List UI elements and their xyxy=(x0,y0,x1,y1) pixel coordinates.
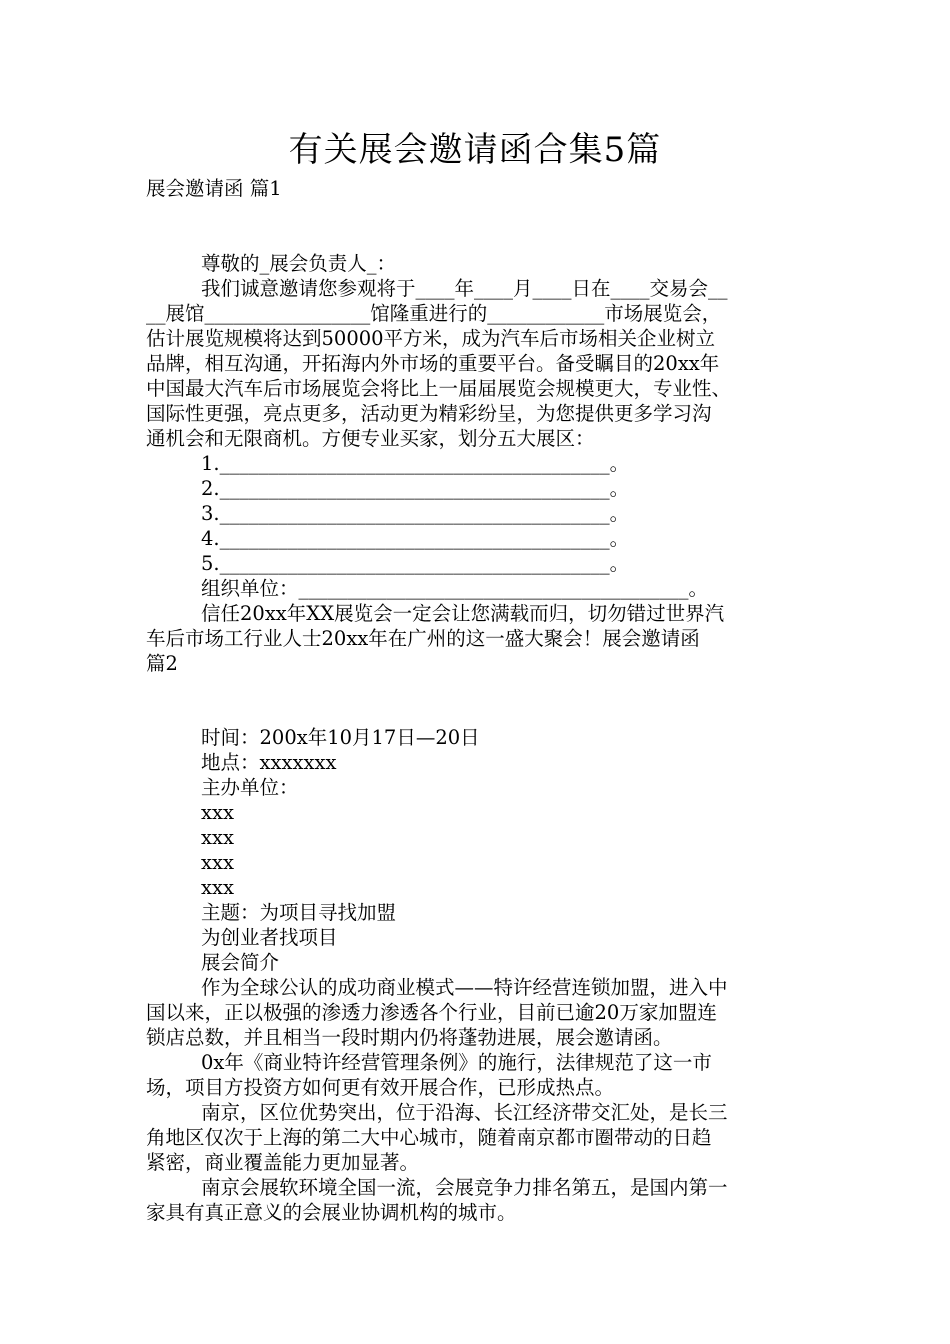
paragraph-line: 角地区仅次于上海的第二大中心城市，随着南京都市圈带动的日趋 xyxy=(146,1126,712,1149)
list-item: 5.________________________________________。 xyxy=(201,552,630,575)
paragraph-line: 家具有真正意义的会展业协调机构的城市。 xyxy=(146,1201,517,1224)
paragraph-line: 估计展览规模将达到50000平方米，成为汽车后市场相关企业树立 xyxy=(146,327,716,350)
organizer-line: 组织单位：________________________________________。 xyxy=(201,577,709,600)
paragraph-line: __展馆_________________馆隆重进行的____________市场展览会， xyxy=(146,302,722,325)
paragraph-line: 国际性更强，亮点更多，活动更为精彩纷呈，为您提供更多学习沟 xyxy=(146,402,712,425)
info-line: xxx xyxy=(201,801,234,824)
info-line: xxx xyxy=(201,826,234,849)
paragraph-line: 锁店总数，并且相当一段时期内仍将蓬勃进展，展会邀请函。 xyxy=(146,1026,673,1049)
info-line: 地点：xxxxxxx xyxy=(201,751,337,774)
list-item: 3.________________________________________。 xyxy=(201,502,630,525)
list-item: 4.________________________________________。 xyxy=(201,527,630,550)
salutation: 尊敬的_展会负责人_： xyxy=(201,252,397,275)
info-line: 为创业者找项目 xyxy=(201,926,338,949)
info-line: 时间：200x年10月17日—20日 xyxy=(201,726,480,749)
paragraph-line: 信任20xx年XX展览会一定会让您满载而归，切勿错过世界汽 xyxy=(201,602,725,625)
section-heading-1: 展会邀请函 篇1 xyxy=(146,177,282,200)
list-item: 1.________________________________________。 xyxy=(201,452,630,475)
paragraph-line: 南京，区位优势突出，位于沿海、长江经济带交汇处，是长三 xyxy=(201,1101,728,1124)
info-line: 主办单位： xyxy=(201,776,299,799)
info-line: xxx xyxy=(201,876,234,899)
paragraph-line: 我们诚意邀请您参观将于____年____月____日在____交易会__ xyxy=(201,277,728,300)
subheading: 展会简介 xyxy=(201,951,280,974)
paragraph-line: 通机会和无限商机。方便专业买家，划分五大展区： xyxy=(146,427,595,450)
paragraph-line: 0x年《商业特许经营管理条例》的施行，法律规范了这一市 xyxy=(201,1051,712,1074)
paragraph-line: 场，项目方投资方如何更有效开展合作，已形成热点。 xyxy=(146,1076,615,1099)
section-heading-2: 篇2 xyxy=(146,652,178,675)
paragraph-line: 国以来，正以极强的渗透力渗透各个行业，目前已逾20万家加盟连 xyxy=(146,1001,717,1024)
paragraph-line: 紧密，商业覆盖能力更加显著。 xyxy=(146,1151,420,1174)
document-title: 有关展会邀请函合集5篇 xyxy=(288,130,662,170)
paragraph-line: 作为全球公认的成功商业模式——特许经营连锁加盟，进入中 xyxy=(201,976,728,999)
paragraph-line: 南京会展软环境全国一流，会展竞争力排名第五，是国内第一 xyxy=(201,1176,728,1199)
paragraph-line: 品牌，相互沟通，开拓海内外市场的重要平台。备受瞩目的20xx年 xyxy=(146,352,720,375)
info-line: 主题：为项目寻找加盟 xyxy=(201,901,397,924)
info-line: xxx xyxy=(201,851,234,874)
paragraph-line: 车后市场工行业人士20xx年在广州的这一盛大聚会！展会邀请函 xyxy=(146,627,700,650)
list-item: 2.________________________________________。 xyxy=(201,477,630,500)
paragraph-line: 中国最大汽车后市场展览会将比上一届届展览会规模更大，专业性、 xyxy=(146,377,732,400)
